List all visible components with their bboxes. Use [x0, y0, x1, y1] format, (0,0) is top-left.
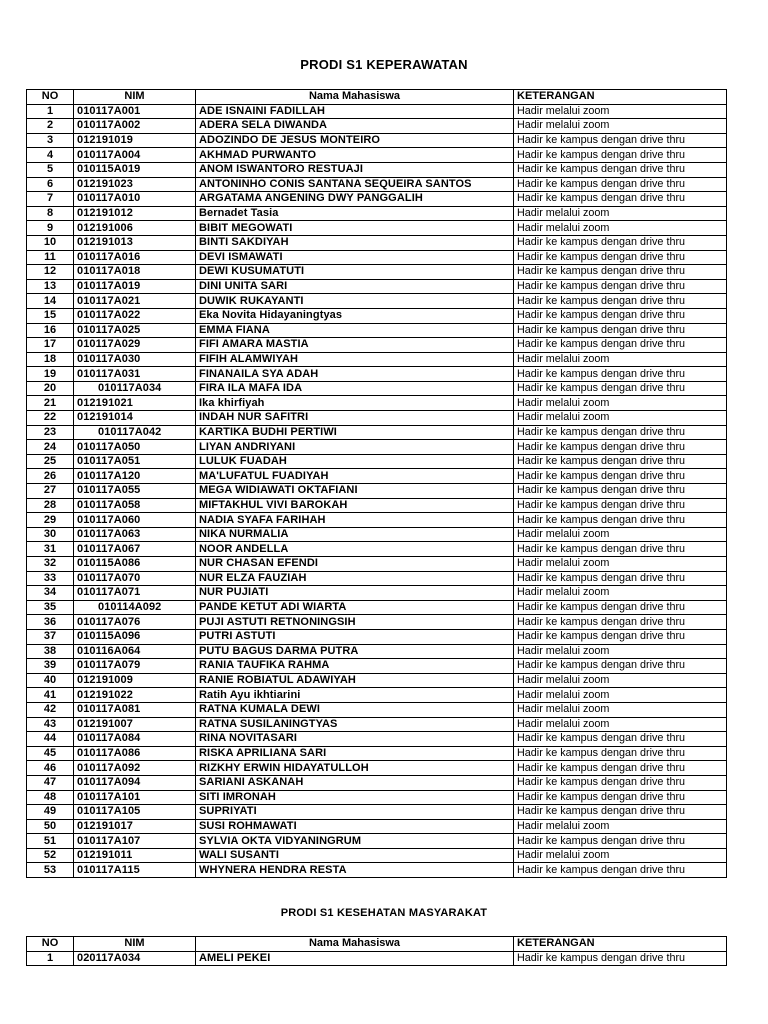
row-name: MIFTAKHUL VIVI BAROKAH	[196, 498, 514, 513]
row-name: ADOZINDO DE JESUS MONTEIRO	[196, 133, 514, 148]
row-name: DINI UNITA SARI	[196, 279, 514, 294]
row-name: RANIA TAUFIKA RAHMA	[196, 659, 514, 674]
row-keterangan: Hadir ke kampus dengan drive thru	[514, 863, 727, 878]
table-row	[27, 848, 727, 863]
row-keterangan: Hadir ke kampus dengan drive thru	[514, 440, 727, 455]
row-nim: 010117A101	[74, 790, 196, 805]
row-no: 51	[27, 834, 74, 849]
table-row	[27, 148, 727, 163]
row-name: SYLVIA OKTA VIDYANINGRUM	[196, 834, 514, 849]
row-nim: 010117A058	[74, 498, 196, 513]
row-nim: 012191021	[74, 396, 196, 411]
row-name: BIBIT MEGOWATI	[196, 221, 514, 236]
row-no: 8	[27, 206, 74, 221]
row-nim: 010115A086	[74, 557, 196, 572]
row-no: 29	[27, 513, 74, 528]
row-keterangan: Hadir ke kampus dengan drive thru	[514, 162, 727, 177]
row-keterangan: Hadir ke kampus dengan drive thru	[514, 148, 727, 163]
row-keterangan: Hadir ke kampus dengan drive thru	[514, 629, 727, 644]
row-keterangan: Hadir melalui zoom	[514, 104, 727, 119]
header-nim: NIM	[74, 90, 196, 105]
row-nim: 010117A070	[74, 571, 196, 586]
row-no: 28	[27, 498, 74, 513]
row-name: Ratih Ayu ikhtiarini	[196, 688, 514, 703]
row-no: 6	[27, 177, 74, 192]
table-row	[27, 775, 727, 790]
row-nim: 012191007	[74, 717, 196, 732]
row-name: RATNA SUSILANINGTYAS	[196, 717, 514, 732]
row-no: 11	[27, 250, 74, 265]
table-row	[27, 863, 727, 878]
table-row	[27, 279, 727, 294]
row-no: 18	[27, 352, 74, 367]
row-no: 48	[27, 790, 74, 805]
header-keterangan: KETERANGAN	[514, 90, 727, 105]
row-keterangan: Hadir melalui zoom	[514, 527, 727, 542]
row-nim: 010117A081	[74, 702, 196, 717]
header-keterangan: KETERANGAN	[514, 937, 727, 952]
row-nim: 010117A025	[74, 323, 196, 338]
row-name: RINA NOVITASARI	[196, 732, 514, 747]
row-no: 13	[27, 279, 74, 294]
table-row	[27, 192, 727, 207]
row-no: 19	[27, 367, 74, 382]
row-keterangan: Hadir melalui zoom	[514, 702, 727, 717]
table-row	[27, 206, 727, 221]
header-name: Nama Mahasiswa	[196, 937, 514, 952]
table-row	[27, 819, 727, 834]
row-no: 33	[27, 571, 74, 586]
row-nim: 010117A055	[74, 484, 196, 499]
row-nim: 010117A010	[74, 192, 196, 207]
table-row	[27, 732, 727, 747]
table-row	[27, 513, 727, 528]
row-name: SARIANI ASKANAH	[196, 775, 514, 790]
row-keterangan: Hadir ke kampus dengan drive thru	[514, 133, 727, 148]
row-name: MA'LUFATUL FUADIYAH	[196, 469, 514, 484]
row-no: 50	[27, 819, 74, 834]
row-name: PANDE KETUT ADI WIARTA	[196, 600, 514, 615]
row-no: 23	[27, 425, 74, 440]
header-name: Nama Mahasiswa	[196, 90, 514, 105]
row-nim: 010117A086	[74, 746, 196, 761]
row-no: 9	[27, 221, 74, 236]
row-nim: 010117A004	[74, 148, 196, 163]
row-no: 22	[27, 411, 74, 426]
row-keterangan: Hadir melalui zoom	[514, 717, 727, 732]
table-row	[27, 411, 727, 426]
row-name: AMELI PEKEI	[196, 951, 514, 966]
row-keterangan: Hadir melalui zoom	[514, 119, 727, 134]
row-no: 37	[27, 629, 74, 644]
table-row	[27, 951, 727, 966]
table-row	[27, 381, 727, 396]
row-nim: 010117A084	[74, 732, 196, 747]
row-keterangan: Hadir ke kampus dengan drive thru	[514, 498, 727, 513]
row-no: 49	[27, 805, 74, 820]
row-keterangan: Hadir ke kampus dengan drive thru	[514, 469, 727, 484]
table-row	[27, 659, 727, 674]
row-name: FIFIH ALAMWIYAH	[196, 352, 514, 367]
table-row	[27, 119, 727, 134]
table-row	[27, 790, 727, 805]
table-row	[27, 571, 727, 586]
row-keterangan: Hadir ke kampus dengan drive thru	[514, 513, 727, 528]
row-name: FIRA ILA MAFA IDA	[196, 381, 514, 396]
table-row	[27, 338, 727, 353]
row-nim: 010117A019	[74, 279, 196, 294]
table-row	[27, 644, 727, 659]
row-keterangan: Hadir ke kampus dengan drive thru	[514, 177, 727, 192]
row-nim: 010117A016	[74, 250, 196, 265]
row-no: 40	[27, 673, 74, 688]
row-no: 7	[27, 192, 74, 207]
row-name: NUR PUJIATI	[196, 586, 514, 601]
row-keterangan: Hadir ke kampus dengan drive thru	[514, 484, 727, 499]
row-keterangan: Hadir ke kampus dengan drive thru	[514, 659, 727, 674]
row-keterangan: Hadir melalui zoom	[514, 819, 727, 834]
table-row	[27, 235, 727, 250]
row-name: RIZKHY ERWIN HIDAYATULLOH	[196, 761, 514, 776]
row-no: 24	[27, 440, 74, 455]
row-nim: 010117A029	[74, 338, 196, 353]
table-row	[27, 629, 727, 644]
attendance-table-keperawatan	[26, 89, 727, 878]
table-row	[27, 425, 727, 440]
row-nim: 010117A050	[74, 440, 196, 455]
row-name: NIKA NURMALIA	[196, 527, 514, 542]
row-nim: 010116A064	[74, 644, 196, 659]
header-no: NO	[27, 937, 74, 952]
row-no: 53	[27, 863, 74, 878]
row-nim: 012191023	[74, 177, 196, 192]
row-name: ARGATAMA ANGENING DWY PANGGALIH	[196, 192, 514, 207]
row-keterangan: Hadir ke kampus dengan drive thru	[514, 338, 727, 353]
row-nim: 010117A120	[74, 469, 196, 484]
table-header-row	[27, 937, 727, 952]
row-nim: 010117A031	[74, 367, 196, 382]
row-keterangan: Hadir melalui zoom	[514, 206, 727, 221]
row-name: ANTONINHO CONIS SANTANA SEQUEIRA SANTOS	[196, 177, 514, 192]
row-nim: 010117A030	[74, 352, 196, 367]
row-nim: 012191006	[74, 221, 196, 236]
row-no: 17	[27, 338, 74, 353]
row-no: 26	[27, 469, 74, 484]
section-title-keperawatan: PRODI S1 KEPERAWATAN	[300, 57, 468, 72]
row-no: 20	[27, 381, 74, 396]
row-keterangan: Hadir ke kampus dengan drive thru	[514, 615, 727, 630]
row-name: NUR ELZA FAUZIAH	[196, 571, 514, 586]
table-row	[27, 294, 727, 309]
header-no: NO	[27, 90, 74, 105]
row-nim: 010117A022	[74, 308, 196, 323]
table-row	[27, 367, 727, 382]
row-keterangan: Hadir ke kampus dengan drive thru	[514, 775, 727, 790]
row-no: 34	[27, 586, 74, 601]
row-no: 4	[27, 148, 74, 163]
row-keterangan: Hadir melalui zoom	[514, 396, 727, 411]
row-keterangan: Hadir melalui zoom	[514, 688, 727, 703]
row-no: 35	[27, 600, 74, 615]
row-name: DEWI KUSUMATUTI	[196, 265, 514, 280]
table-row	[27, 440, 727, 455]
row-name: BINTI SAKDIYAH	[196, 235, 514, 250]
row-name: KARTIKA BUDHI PERTIWI	[196, 425, 514, 440]
row-nim: 010117A092	[74, 761, 196, 776]
row-name: EMMA FIANA	[196, 323, 514, 338]
row-no: 30	[27, 527, 74, 542]
row-keterangan: Hadir melalui zoom	[514, 221, 727, 236]
row-nim: 010117A071	[74, 586, 196, 601]
row-keterangan: Hadir ke kampus dengan drive thru	[514, 951, 727, 966]
row-keterangan: Hadir ke kampus dengan drive thru	[514, 250, 727, 265]
row-name: FINANAILA SYA ADAH	[196, 367, 514, 382]
row-name: RATNA KUMALA DEWI	[196, 702, 514, 717]
row-nim: 010114A092	[74, 600, 196, 615]
row-name: NOOR ANDELLA	[196, 542, 514, 557]
row-nim: 012191011	[74, 848, 196, 863]
row-no: 2	[27, 119, 74, 134]
row-keterangan: Hadir melalui zoom	[514, 352, 727, 367]
row-keterangan: Hadir melalui zoom	[514, 848, 727, 863]
row-nim: 012191012	[74, 206, 196, 221]
table-row	[27, 484, 727, 499]
row-nim: 012191019	[74, 133, 196, 148]
table-header-row	[27, 90, 727, 105]
row-nim: 012191014	[74, 411, 196, 426]
row-keterangan: Hadir melalui zoom	[514, 673, 727, 688]
table-row	[27, 805, 727, 820]
row-name: INDAH NUR SAFITRI	[196, 411, 514, 426]
row-no: 16	[27, 323, 74, 338]
row-name: SUSI ROHMAWATI	[196, 819, 514, 834]
row-keterangan: Hadir ke kampus dengan drive thru	[514, 600, 727, 615]
row-keterangan: Hadir melalui zoom	[514, 644, 727, 659]
table-row	[27, 702, 727, 717]
row-name: NUR CHASAN EFENDI	[196, 557, 514, 572]
row-keterangan: Hadir ke kampus dengan drive thru	[514, 761, 727, 776]
row-name: AKHMAD PURWANTO	[196, 148, 514, 163]
row-no: 39	[27, 659, 74, 674]
row-name: SUPRIYATI	[196, 805, 514, 820]
row-keterangan: Hadir ke kampus dengan drive thru	[514, 542, 727, 557]
table-body	[27, 951, 727, 966]
row-nim: 010117A021	[74, 294, 196, 309]
row-keterangan: Hadir melalui zoom	[514, 586, 727, 601]
row-nim: 012191013	[74, 235, 196, 250]
row-keterangan: Hadir melalui zoom	[514, 557, 727, 572]
header-nim: NIM	[74, 937, 196, 952]
row-keterangan: Hadir ke kampus dengan drive thru	[514, 571, 727, 586]
row-nim: 010117A063	[74, 527, 196, 542]
row-no: 44	[27, 732, 74, 747]
row-name: LULUK FUADAH	[196, 454, 514, 469]
row-keterangan: Hadir ke kampus dengan drive thru	[514, 454, 727, 469]
table-row	[27, 615, 727, 630]
row-nim: 012191022	[74, 688, 196, 703]
table-row	[27, 761, 727, 776]
row-no: 1	[27, 104, 74, 119]
table-row	[27, 600, 727, 615]
row-name: NADIA SYAFA FARIHAH	[196, 513, 514, 528]
row-keterangan: Hadir ke kampus dengan drive thru	[514, 732, 727, 747]
row-nim: 010115A096	[74, 629, 196, 644]
attendance-table-kesmas	[26, 936, 727, 966]
row-nim: 010117A042	[74, 425, 196, 440]
row-no: 36	[27, 615, 74, 630]
row-keterangan: Hadir ke kampus dengan drive thru	[514, 790, 727, 805]
row-name: Bernadet Tasia	[196, 206, 514, 221]
row-nim: 010117A001	[74, 104, 196, 119]
row-nim: 010117A060	[74, 513, 196, 528]
row-no: 32	[27, 557, 74, 572]
row-name: DEVI ISMAWATI	[196, 250, 514, 265]
table-row	[27, 586, 727, 601]
row-name: ADE ISNAINI FADILLAH	[196, 104, 514, 119]
table-row	[27, 104, 727, 119]
row-keterangan: Hadir ke kampus dengan drive thru	[514, 805, 727, 820]
row-keterangan: Hadir ke kampus dengan drive thru	[514, 308, 727, 323]
row-nim: 010117A076	[74, 615, 196, 630]
row-name: LIYAN ANDRIYANI	[196, 440, 514, 455]
row-keterangan: Hadir ke kampus dengan drive thru	[514, 265, 727, 280]
table-row	[27, 396, 727, 411]
row-name: ADERA SELA DIWANDA	[196, 119, 514, 134]
row-keterangan: Hadir ke kampus dengan drive thru	[514, 425, 727, 440]
row-keterangan: Hadir ke kampus dengan drive thru	[514, 279, 727, 294]
row-name: FIFI AMARA MASTIA	[196, 338, 514, 353]
row-name: DUWIK RUKAYANTI	[196, 294, 514, 309]
row-keterangan: Hadir ke kampus dengan drive thru	[514, 746, 727, 761]
row-no: 41	[27, 688, 74, 703]
row-nim: 010117A115	[74, 863, 196, 878]
row-keterangan: Hadir melalui zoom	[514, 411, 727, 426]
row-nim: 012191017	[74, 819, 196, 834]
row-nim: 010117A107	[74, 834, 196, 849]
row-nim: 012191009	[74, 673, 196, 688]
row-no: 10	[27, 235, 74, 250]
row-no: 31	[27, 542, 74, 557]
row-nim: 010117A051	[74, 454, 196, 469]
table-row	[27, 162, 727, 177]
table-row	[27, 469, 727, 484]
table-row	[27, 542, 727, 557]
table-row	[27, 250, 727, 265]
row-keterangan: Hadir ke kampus dengan drive thru	[514, 834, 727, 849]
row-name: Eka Novita Hidayaningtyas	[196, 308, 514, 323]
row-nim: 010117A094	[74, 775, 196, 790]
row-nim: 010117A018	[74, 265, 196, 280]
table-body	[27, 104, 727, 877]
row-nim: 010117A067	[74, 542, 196, 557]
table-row	[27, 688, 727, 703]
row-no: 46	[27, 761, 74, 776]
row-no: 1	[27, 951, 74, 966]
table-row	[27, 177, 727, 192]
row-name: WHYNERA HENDRA RESTA	[196, 863, 514, 878]
row-no: 12	[27, 265, 74, 280]
row-name: RISKA APRILIANA SARI	[196, 746, 514, 761]
row-no: 15	[27, 308, 74, 323]
row-nim: 010117A105	[74, 805, 196, 820]
row-keterangan: Hadir ke kampus dengan drive thru	[514, 323, 727, 338]
table-row	[27, 221, 727, 236]
row-keterangan: Hadir ke kampus dengan drive thru	[514, 367, 727, 382]
row-nim: 020117A034	[74, 951, 196, 966]
row-name: MEGA WIDIAWATI OKTAFIANI	[196, 484, 514, 499]
row-no: 45	[27, 746, 74, 761]
row-name: RANIE ROBIATUL ADAWIYAH	[196, 673, 514, 688]
row-no: 43	[27, 717, 74, 732]
row-no: 25	[27, 454, 74, 469]
table-row	[27, 557, 727, 572]
row-name: PUTU BAGUS DARMA PUTRA	[196, 644, 514, 659]
row-no: 21	[27, 396, 74, 411]
section-title-kesmas: PRODI S1 KESEHATAN MASYARAKAT	[280, 907, 488, 919]
row-nim: 010117A034	[74, 381, 196, 396]
table-row	[27, 323, 727, 338]
row-nim: 010117A002	[74, 119, 196, 134]
row-name: PUJI ASTUTI RETNONINGSIH	[196, 615, 514, 630]
table-row	[27, 746, 727, 761]
table-row	[27, 352, 727, 367]
row-name: SITI IMRONAH	[196, 790, 514, 805]
row-keterangan: Hadir ke kampus dengan drive thru	[514, 381, 727, 396]
row-no: 27	[27, 484, 74, 499]
row-no: 47	[27, 775, 74, 790]
row-nim: 010117A079	[74, 659, 196, 674]
row-no: 14	[27, 294, 74, 309]
row-keterangan: Hadir ke kampus dengan drive thru	[514, 235, 727, 250]
table-row	[27, 133, 727, 148]
table-row	[27, 308, 727, 323]
row-no: 5	[27, 162, 74, 177]
row-nim: 010115A019	[74, 162, 196, 177]
row-keterangan: Hadir ke kampus dengan drive thru	[514, 192, 727, 207]
row-keterangan: Hadir ke kampus dengan drive thru	[514, 294, 727, 309]
row-name: WALI SUSANTI	[196, 848, 514, 863]
row-no: 52	[27, 848, 74, 863]
table-row	[27, 717, 727, 732]
row-name: PUTRI ASTUTI	[196, 629, 514, 644]
table-row	[27, 834, 727, 849]
row-no: 38	[27, 644, 74, 659]
table-row	[27, 454, 727, 469]
row-name: ANOM ISWANTORO RESTUAJI	[196, 162, 514, 177]
row-no: 3	[27, 133, 74, 148]
table-row	[27, 673, 727, 688]
table-row	[27, 527, 727, 542]
table-row	[27, 265, 727, 280]
row-name: Ika khirfiyah	[196, 396, 514, 411]
row-no: 42	[27, 702, 74, 717]
table-row	[27, 498, 727, 513]
